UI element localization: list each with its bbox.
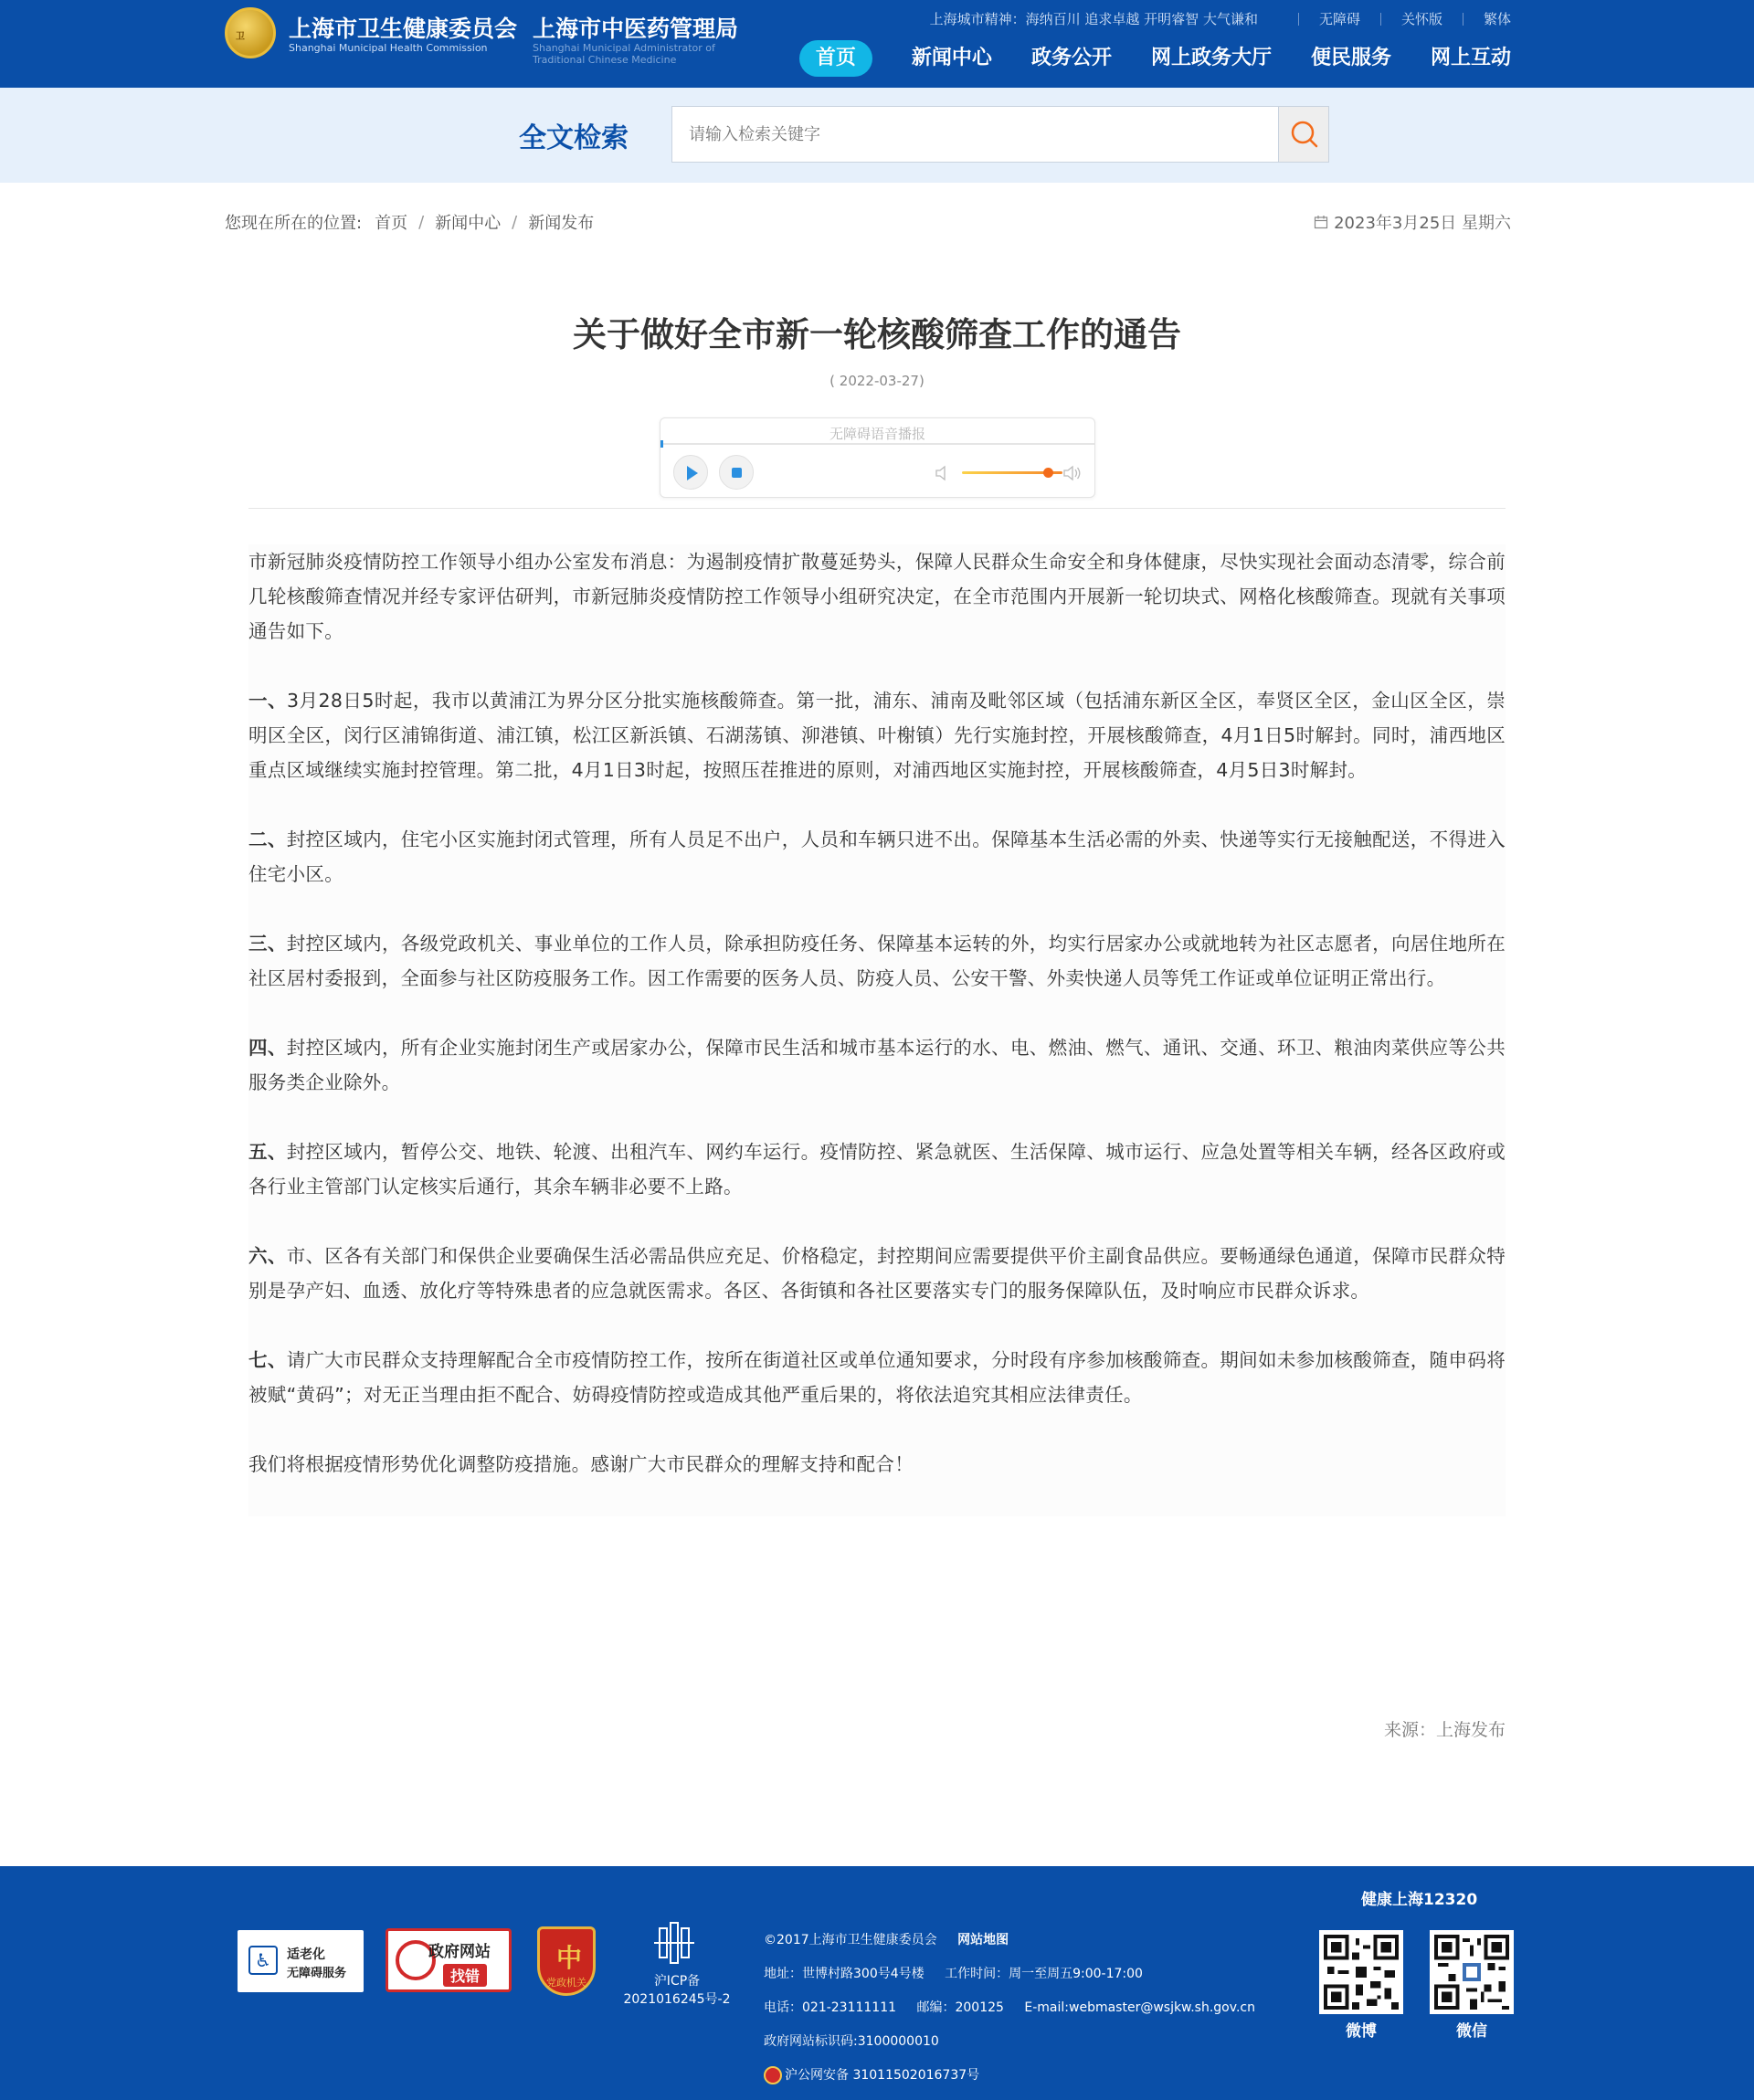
traditional-chinese-link[interactable]: 繁体 xyxy=(1483,11,1511,27)
divider xyxy=(1380,13,1381,26)
nav-item-news[interactable]: 新闻中心 xyxy=(911,47,992,69)
wheelchair-icon xyxy=(248,1946,278,1975)
article-paragraph xyxy=(248,1447,1506,1482)
site-id-text: 政府网站标识码:3100000010 xyxy=(764,2034,939,2049)
footer-info xyxy=(764,1924,1255,2093)
paragraph-number: 七、 xyxy=(248,1349,287,1371)
article-paragraph xyxy=(248,1343,1506,1412)
article-title: 关于做好全市新一轮核酸筛查工作的通告 xyxy=(573,315,1181,354)
paragraph-number: 六、 xyxy=(248,1245,287,1267)
address-text: 地址：世博村路300号4号楼 xyxy=(764,1967,925,1981)
accessibility-link[interactable]: 无障碍 xyxy=(1318,11,1360,27)
article-divider xyxy=(248,508,1506,509)
search-icon xyxy=(1290,120,1319,149)
volume-high-icon[interactable] xyxy=(1062,464,1083,482)
icp-line: 沪ICP备 xyxy=(653,1974,701,1989)
badge-text: 适老化 xyxy=(287,1947,325,1962)
volume-knob[interactable] xyxy=(1043,468,1053,478)
article-paragraph xyxy=(248,1134,1506,1204)
commission-logo-icon[interactable] xyxy=(225,7,276,58)
city-spirit-text: 上海城市精神：海纳百川 追求卓越 开明睿智 大气谦和 xyxy=(929,11,1258,27)
nav-item-home[interactable]: 首页 xyxy=(799,40,872,77)
paragraph-text: 市、区各有关部门和保供企业要确保生活必需品供应充足、价格稳定，封控期间应需要提供平价主副食品供应。要畅通绿色通道，保障市民群众特别是孕产妇、血透、放化疗等特殊患者的应急就医需求。各区、各街镇和各社区要落实专门的服务保障队伍，及时响应市民群众诉求。 xyxy=(248,1245,1506,1302)
paragraph-number: 三、 xyxy=(248,933,287,955)
party-gov-agency-badge[interactable] xyxy=(537,1926,596,1996)
office-hours-text: 工作时间：周一至周五9:00-17:00 xyxy=(945,1967,1143,1981)
paragraph-number: 四、 xyxy=(248,1037,287,1059)
paragraph-text: 封控区域内，所有企业实施封闭生产或居家办公，保障市民生活和城市基本运行的水、电、燃油、燃气、通讯、交通、环卫、粮油肉菜供应等公共服务类企业除外。 xyxy=(248,1037,1506,1093)
today-date xyxy=(1314,210,1511,234)
badge-text: 无障碍服务 xyxy=(287,1967,347,1980)
top-utility-links xyxy=(930,9,1511,28)
breadcrumb-separator: / xyxy=(512,212,518,232)
icp-line: 2021016245号-2 xyxy=(623,1992,731,2007)
org-name-tcm-administration-en: Shanghai Municipal Administrator of Traditional Chinese Medicine xyxy=(533,42,715,66)
breadcrumb xyxy=(225,210,594,234)
site-footer xyxy=(0,1866,1754,2100)
health-hotline: 健康上海12320 xyxy=(1361,1891,1478,1909)
email-text: E-mail:webmaster@wsjkw.sh.gov.cn xyxy=(1024,2000,1255,2015)
search-band xyxy=(0,88,1754,183)
badge-text: 党政机关 xyxy=(546,1977,586,1989)
weibo-label: 微博 xyxy=(1346,2022,1377,2041)
nav-item-gov-affairs[interactable]: 政务公开 xyxy=(1030,47,1112,69)
volume-low-icon[interactable] xyxy=(935,465,951,481)
search-title: 全文检索 xyxy=(519,122,629,154)
elderly-care-link[interactable]: 关怀版 xyxy=(1400,11,1442,27)
divider xyxy=(1298,13,1299,26)
tts-audio-player xyxy=(660,417,1095,498)
article-date: ( 2022-03-27) xyxy=(829,373,925,389)
police-record-link[interactable]: 沪公网安备 31011502016737号 xyxy=(785,2068,980,2083)
article-paragraph xyxy=(248,1239,1506,1308)
paragraph-text: 3月28日5时起，我市以黄浦江为界分区分批实施核酸筛查。第一批，浦东、浦南及毗邻区域（包括浦东新区全区，奉贤区全区，金山区全区，崇明区全区，闵行区浦锦街道、浦江镇，松江区新浜镇、石湖荡镇、泖港镇、叶榭镇）先行实施封控，开展核酸筛查，4月1日5时解封。同时，浦西地区重点区域继续实施封控管理。第二批，4月1日3时起，按照压茬推进的原则，对浦西地区实施封控，开展核酸筛查，4月5日3时解封。 xyxy=(248,690,1506,781)
paragraph-text: 请广大市民群众支持理解配合全市疫情防控工作，按所在街道社区或单位通知要求，分时段有序参加核酸筛查。期间如未参加核酸筛查，随申码将被赋“黄码”；对无正当理由拒不配合、妨碍疫情防控或造成其他严重后果的，将依法追究其相应法律责任。 xyxy=(248,1349,1506,1406)
today-date-text: 2023年3月25日 星期六 xyxy=(1334,214,1511,233)
main-nav xyxy=(799,40,1511,77)
org-name-health-commission-en: Shanghai Municipal Health Commission xyxy=(289,42,488,54)
article-paragraph xyxy=(248,1030,1506,1100)
breadcrumb-lead: 您现在所在的位置: xyxy=(225,214,363,233)
postcode-text: 邮编：200125 xyxy=(916,2000,1004,2015)
gov-site-report-error-badge[interactable] xyxy=(386,1928,512,1992)
logo-glyph: 卫 xyxy=(236,32,246,42)
nav-item-online-services[interactable]: 网上政务大厅 xyxy=(1150,47,1272,69)
icp-record-icon[interactable] xyxy=(652,1919,696,1965)
article-body xyxy=(248,544,1506,1516)
copyright-text: ©2017上海市卫生健康委员会 xyxy=(764,1933,937,1947)
tts-label: 无障碍语音播报 xyxy=(829,426,925,442)
nav-item-interaction[interactable]: 网上互动 xyxy=(1430,47,1511,69)
article-paragraph xyxy=(248,822,1506,892)
weibo-qr-code xyxy=(1319,1930,1403,2014)
elderly-accessibility-badge[interactable] xyxy=(238,1930,364,1992)
site-header xyxy=(0,0,1754,88)
org-name-health-commission[interactable]: 上海市卫生健康委员会 xyxy=(289,16,518,42)
paragraph-text: 我们将根据疫情形势优化调整防疫措施。感谢广大市民群众的理解支持和配合！ xyxy=(248,1453,914,1475)
paragraph-text: 封控区域内，暂停公交、地铁、轮渡、出租汽车、网约车运行。疫情防控、紧急就医、生活保障、城市运行、应急处置等相关车辆，经各区政府或各行业主管部门认定核实后通行，其余车辆非必要不上路。 xyxy=(248,1141,1506,1198)
paragraph-text: 市新冠肺炎疫情防控工作领导小组办公室发布消息：为遏制疫情扩散蔓延势头，保障人民群众生命安全和身体健康，尽快实现社会面动态清零，综合前几轮核酸筛查情况并经专家评估研判，市新冠肺炎疫情防控工作领导小组研究决定，在全市范围内开展新一轮切块式、网格化核酸筛查。现就有关事项通告如下。 xyxy=(248,551,1506,642)
breadcrumb-news-center[interactable]: 新闻中心 xyxy=(435,214,502,233)
badge-glyph: 中 xyxy=(556,1943,583,1973)
volume-slider[interactable] xyxy=(962,471,1062,474)
paragraph-text: 封控区域内，各级党政机关、事业单位的工作人员，除承担防疫任务、保障基本运转的外，均实行居家办公或就地转为社区志愿者，向居住地所在社区居村委报到，全面参与社区防疫服务工作。因工作需要的医务人员、防疫人员、公安干警、外卖快递人员等凭工作证或单位证明正常出行。 xyxy=(248,933,1506,989)
calendar-icon xyxy=(1314,215,1328,229)
stop-button[interactable] xyxy=(719,455,754,490)
paragraph-number: 二、 xyxy=(248,828,287,850)
qr-code-icon xyxy=(1434,1935,1509,2010)
nav-item-public-services[interactable]: 便民服务 xyxy=(1310,47,1391,69)
article-source: 来源：上海发布 xyxy=(1383,1720,1506,1740)
breadcrumb-home[interactable]: 首页 xyxy=(375,214,408,233)
progress-head[interactable] xyxy=(660,440,663,448)
paragraph-number: 一、 xyxy=(248,690,287,712)
police-badge-icon xyxy=(764,2066,782,2084)
paragraph-number: 五、 xyxy=(248,1141,287,1163)
play-button[interactable] xyxy=(673,455,708,490)
breadcrumb-news-release[interactable]: 新闻发布 xyxy=(528,214,595,233)
playback-progress-bar[interactable] xyxy=(660,443,1094,445)
phone-text: 电话：021-23111111 xyxy=(764,2000,897,2015)
badge-text: 找错 xyxy=(443,1964,487,1987)
qr-code-icon xyxy=(1324,1935,1399,2010)
badge-text: 政府网站 xyxy=(428,1943,491,1961)
search-button[interactable] xyxy=(1278,106,1329,163)
paragraph-text: 封控区域内，住宅小区实施封闭式管理，所有人员足不出户，人员和车辆只进不出。保障基本生活必需的外卖、快递等实行无接触配送，不得进入住宅小区。 xyxy=(248,828,1506,885)
org-name-tcm-administration[interactable]: 上海市中医药管理局 xyxy=(533,16,739,42)
wechat-label: 微信 xyxy=(1456,2022,1487,2041)
article-paragraph xyxy=(248,544,1506,649)
icp-record-text[interactable] xyxy=(618,1972,736,2009)
article-paragraph xyxy=(248,683,1506,787)
article-paragraph xyxy=(248,926,1506,996)
breadcrumb-separator: / xyxy=(418,212,425,232)
wechat-qr-code xyxy=(1430,1930,1514,2014)
search-input[interactable] xyxy=(671,106,1279,163)
sitemap-link[interactable]: 网站地图 xyxy=(957,1933,1009,1947)
